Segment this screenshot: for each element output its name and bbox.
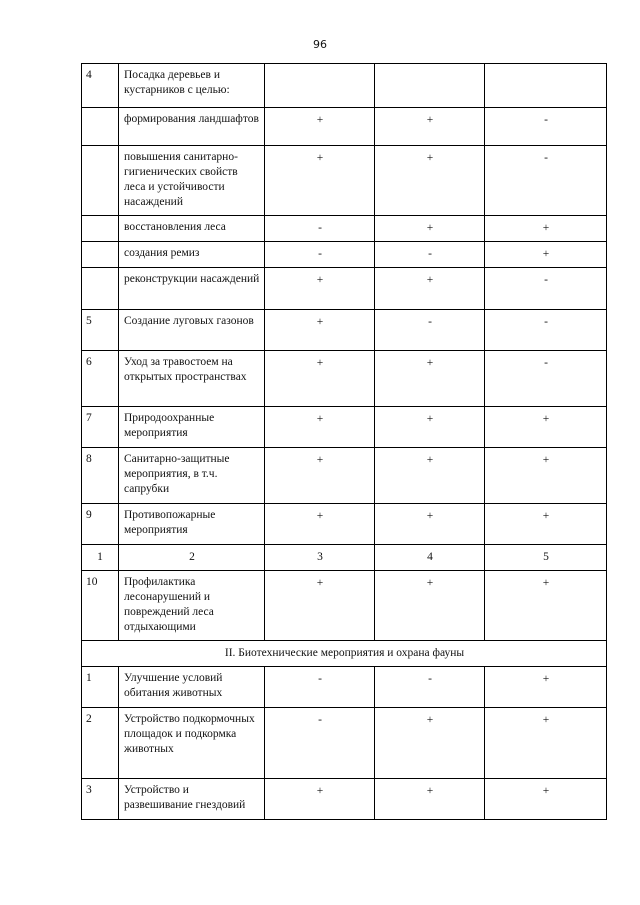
table-row xyxy=(82,146,607,216)
mark-cell: + xyxy=(375,108,485,146)
table-row xyxy=(82,64,607,108)
mark-cell: + xyxy=(375,779,485,820)
row-number xyxy=(82,216,119,242)
measure-name: Устройство и развешивание гнездовий xyxy=(119,779,265,820)
row-number xyxy=(82,268,119,310)
column-number: 1 xyxy=(82,545,119,571)
mark-cell: + xyxy=(265,779,375,820)
row-number: 5 xyxy=(82,310,119,351)
row-number: 9 xyxy=(82,504,119,545)
mark-cell: - xyxy=(265,708,375,779)
measures-table xyxy=(81,63,607,820)
mark-cell: + xyxy=(265,108,375,146)
row-number: 10 xyxy=(82,571,119,641)
row-number: 7 xyxy=(82,407,119,448)
mark-cell: + xyxy=(375,268,485,310)
table-row xyxy=(82,351,607,407)
column-number-row xyxy=(82,545,607,571)
mark-cell: - xyxy=(265,216,375,242)
mark-cell: + xyxy=(375,571,485,641)
measure-name: реконструкции насаждений xyxy=(119,268,265,310)
mark-cell: + xyxy=(485,407,607,448)
mark-cell: + xyxy=(375,504,485,545)
row-number xyxy=(82,242,119,268)
table-row xyxy=(82,407,607,448)
mark-cell: + xyxy=(265,407,375,448)
mark-cell: + xyxy=(375,351,485,407)
measure-name: Профилактика лесонарушений и повреждений леса отдыхающими xyxy=(119,571,265,641)
mark-cell: + xyxy=(485,216,607,242)
measure-name: Посадка деревьев и кустарников с целью: xyxy=(119,64,265,108)
measure-name: Санитарно-защитные мероприятия, в т.ч. сапрубки xyxy=(119,448,265,504)
column-number: 3 xyxy=(265,545,375,571)
mark-cell: - xyxy=(375,242,485,268)
column-number: 5 xyxy=(485,545,607,571)
row-number: 6 xyxy=(82,351,119,407)
mark-cell: + xyxy=(265,351,375,407)
mark-cell xyxy=(485,64,607,108)
row-number xyxy=(82,146,119,216)
table-row xyxy=(82,242,607,268)
table-row xyxy=(82,571,607,641)
measure-name: Устройство подкормочных площадок и подкормка животных xyxy=(119,708,265,779)
section-header-row xyxy=(82,641,607,667)
mark-cell: - xyxy=(485,108,607,146)
row-number: 1 xyxy=(82,667,119,708)
table-row xyxy=(82,216,607,242)
mark-cell: + xyxy=(485,779,607,820)
mark-cell: + xyxy=(375,708,485,779)
table-row xyxy=(82,779,607,820)
page-number: 96 xyxy=(313,38,327,51)
mark-cell: + xyxy=(485,242,607,268)
mark-cell: + xyxy=(485,708,607,779)
measure-name: создания ремиз xyxy=(119,242,265,268)
table-row xyxy=(82,504,607,545)
mark-cell: + xyxy=(485,571,607,641)
mark-cell: + xyxy=(265,504,375,545)
mark-cell: - xyxy=(485,351,607,407)
column-number: 4 xyxy=(375,545,485,571)
table-row xyxy=(82,310,607,351)
table-row xyxy=(82,708,607,779)
mark-cell: + xyxy=(265,571,375,641)
mark-cell: - xyxy=(265,667,375,708)
row-number: 8 xyxy=(82,448,119,504)
mark-cell: + xyxy=(265,268,375,310)
mark-cell xyxy=(375,64,485,108)
mark-cell: + xyxy=(375,146,485,216)
mark-cell: - xyxy=(375,667,485,708)
measure-name: восстановления леса xyxy=(119,216,265,242)
measure-name: Противопожарные мероприятия xyxy=(119,504,265,545)
mark-cell: + xyxy=(375,407,485,448)
mark-cell: - xyxy=(485,146,607,216)
table-row xyxy=(82,268,607,310)
mark-cell: - xyxy=(265,242,375,268)
mark-cell: + xyxy=(485,667,607,708)
mark-cell: - xyxy=(485,268,607,310)
mark-cell: + xyxy=(485,504,607,545)
mark-cell xyxy=(265,64,375,108)
measure-name: Создание луговых газонов xyxy=(119,310,265,351)
table-row xyxy=(82,667,607,708)
row-number xyxy=(82,108,119,146)
row-number: 3 xyxy=(82,779,119,820)
mark-cell: - xyxy=(485,310,607,351)
table-row xyxy=(82,448,607,504)
row-number: 2 xyxy=(82,708,119,779)
mark-cell: + xyxy=(265,448,375,504)
measure-name: повышения санитарно-гигиенических свойств леса и устойчивости насаждений xyxy=(119,146,265,216)
mark-cell: + xyxy=(485,448,607,504)
measure-name: Уход за травостоем на открытых пространствах xyxy=(119,351,265,407)
measure-name: формирования ландшафтов xyxy=(119,108,265,146)
mark-cell: + xyxy=(375,448,485,504)
row-number: 4 xyxy=(82,64,119,108)
section-title: II. Биотехнические мероприятия и охрана фауны xyxy=(82,641,607,667)
mark-cell: + xyxy=(375,216,485,242)
measure-name: Улучшение условий обитания животных xyxy=(119,667,265,708)
mark-cell: + xyxy=(265,146,375,216)
measure-name: Природоохранные мероприятия xyxy=(119,407,265,448)
column-number: 2 xyxy=(119,545,265,571)
table-row xyxy=(82,108,607,146)
mark-cell: - xyxy=(375,310,485,351)
mark-cell: + xyxy=(265,310,375,351)
